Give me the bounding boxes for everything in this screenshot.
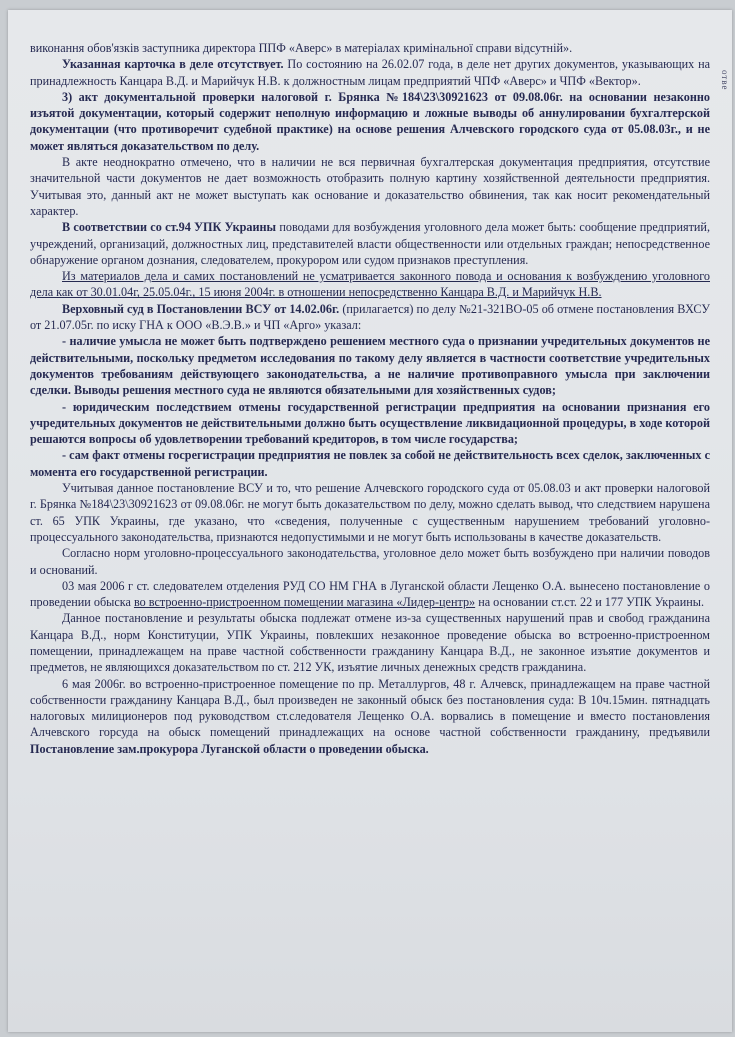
text-run: В акте неоднократно отмечено, что в наличии не вся первичная бухгалтерская документация предприятия, отсутствие значительной части документов не дает возможность отобразить полную картину хозяйственной деятельности предприятия. Учитывая это, данный акт не может выступать как основание и доказательство обвинения, так как носит рекомендательный характер. xyxy=(30,155,710,218)
text-run: 6 мая 2006г. во встроенно-пристроенное помещение по пр. Металлургов, 48 г. Алчевск, принадлежащем на праве частной собственности гражданину Канцара В.Д., был произведен не законный обыск без постановления суда: В 10ч.15мин. пятнадцать налоговых милиционеров под руководством ст.следователя Лещенко О.А. ворвались в помещение и вместо постановления Алчевского горсуда на обыск помещений принадлежащих на основе частной собственности гражданину, предъявили xyxy=(30,676,710,740)
paragraph xyxy=(30,219,710,268)
paragraph xyxy=(30,301,710,334)
text-run: Указанная карточка в деле отсутствует. xyxy=(62,57,284,72)
text-run: Из материалов дела и самих постановлений не усматривается законного повода и основания к возбуждению уголовного дела как от 30.01.04г, 25.05.04г., 15 июня 2004г. в отношении непосредственно Канцара В.Д. и Марийчук Н.В. xyxy=(30,269,710,300)
text-run: - юридическим последствием отмены государственной регистрации предприятия на основании признания его учредительных документов не действительными должно быть осуществление ликвидационной процедуры, в ходе которой решаются вопросы об удовлетворении требований кредиторов, в том числе государства; xyxy=(30,399,710,447)
paragraph xyxy=(30,399,710,448)
paragraph xyxy=(30,40,710,56)
paragraph xyxy=(30,447,710,480)
paragraph xyxy=(30,480,710,545)
document-body xyxy=(30,40,710,757)
text-run: виконання обов'язків заступника директора ППФ «Аверс» в матеріалах кримінальної справи відсутній». xyxy=(30,41,573,55)
text-run: 03 мая 2006 г ст. следователем отделения РУД СО НМ ГНА в Луганской области Лещенко О.А. вынесено постановление о проведении обыска xyxy=(30,578,710,610)
text-run: - наличие умысла не может быть подтверждено решением местного суда о признании учредительных документов не действительными, поскольку предметом исследования по такому делу является в частности соответствие учредительных документов требованиям действующего законодательства, а не наличие противоправного умысла при заключении сделки. Выводы решения местного суда не являются обязательными для хозяйственных судов; xyxy=(30,334,710,398)
text-run: По состоянию на 26.02.07 года, в деле нет других документов, указывающих на принадлежность Канцара В.Д. и Марийчук Н.В. к должностным лицам предприятий ЧПФ «Аверс» и ЧПФ «Вектор». xyxy=(30,57,710,88)
text-run: Данное постановление и результаты обыска подлежат отмене из-за существенных нарушений прав и свобод гражданина Канцара В.Д., норм Конституции, УПК Украины, повлекших незаконное проведение обыска во встроенно-пристроенном помещении, принадлежащем на праве частной собственности гражданину Канцара В.Д., не законное изъятие документов и предметов, не являющихся доказательством по ст. 212 УК, изъятие личных денежных средств гражданина. xyxy=(30,611,710,675)
text-run: Верховный суд в Постановлении ВСУ от 14.02.06г. xyxy=(62,301,340,316)
paragraph xyxy=(30,610,710,675)
text-run: во встроенно-пристроенном помещении магазина «Лидер-центр» xyxy=(133,595,476,610)
paragraph xyxy=(30,89,710,154)
text-run: - сам факт отмены госрегистрации предприятия не повлек за собой не действительность всех сделок, заключенных с момента его государственной регистрации. xyxy=(30,448,710,479)
text-run: 3) акт документальной проверки налоговой г. Брянка №184\23\30921623 от 09.08.06г. на основании незаконно изъятой документации, который содержит неполную информацию и ложные выводы об аннулировании бухгалтерской документации (что противоречит судебной практике) на основе решения Алчевского городского суда от 05.08.03г., и не может являться доказательством по делу. xyxy=(30,89,710,153)
paragraph xyxy=(30,268,710,301)
paragraph xyxy=(30,545,710,578)
text-run: В соответствии со ст.94 УПК Украины xyxy=(62,220,277,235)
text-run: Учитывая данное постановление ВСУ и то, что решение Алчевского городского суда от 05.08.03 и акт проверки налоговой г. Брянка №184\23\30921623 от 09.08.06г. не могут быть доказательством по делу, можно сделать вывод, что следствием нарушена ст. 65 УПК Украины, где указано, что «сведения, полученные с существенным нарушением требований уголовно-процессуального законодательства, признаются недопустимыми и не могут быть использованы в качестве доказательств. xyxy=(30,481,710,544)
paragraph xyxy=(30,676,710,757)
text-run: (прилагается) по делу №21-321ВО-05 об отмене постановления ВХСУ от 21.07.05г. по иску ГНА к ООО «В.Э.В.» и ЧП «Арго» указал: xyxy=(30,301,710,333)
paragraph xyxy=(30,333,710,398)
document-page xyxy=(8,10,732,1032)
text-run: Согласно норм уголовно-процессуального законодательства, уголовное дело может быть возбуждено при наличии поводов и оснований. xyxy=(30,546,710,577)
paragraph xyxy=(30,578,710,611)
paragraph xyxy=(30,154,710,219)
text-run: Постановление зам.прокурора Луганской области о проведении обыска. xyxy=(30,741,429,756)
paragraph xyxy=(30,56,710,89)
text-run: на основании ст.ст. 22 и 177 УПК Украины. xyxy=(475,595,704,610)
text-run: поводами для возбуждения уголовного дела может быть: сообщение предприятий, учреждений, организаций, должностных лиц, представителей власти общественности или отдельных граждан; непосредственное обнаружение органом дознания, следователем, прокурором или судом признаков преступления. xyxy=(30,220,711,267)
margin-note: отве xyxy=(720,70,730,91)
